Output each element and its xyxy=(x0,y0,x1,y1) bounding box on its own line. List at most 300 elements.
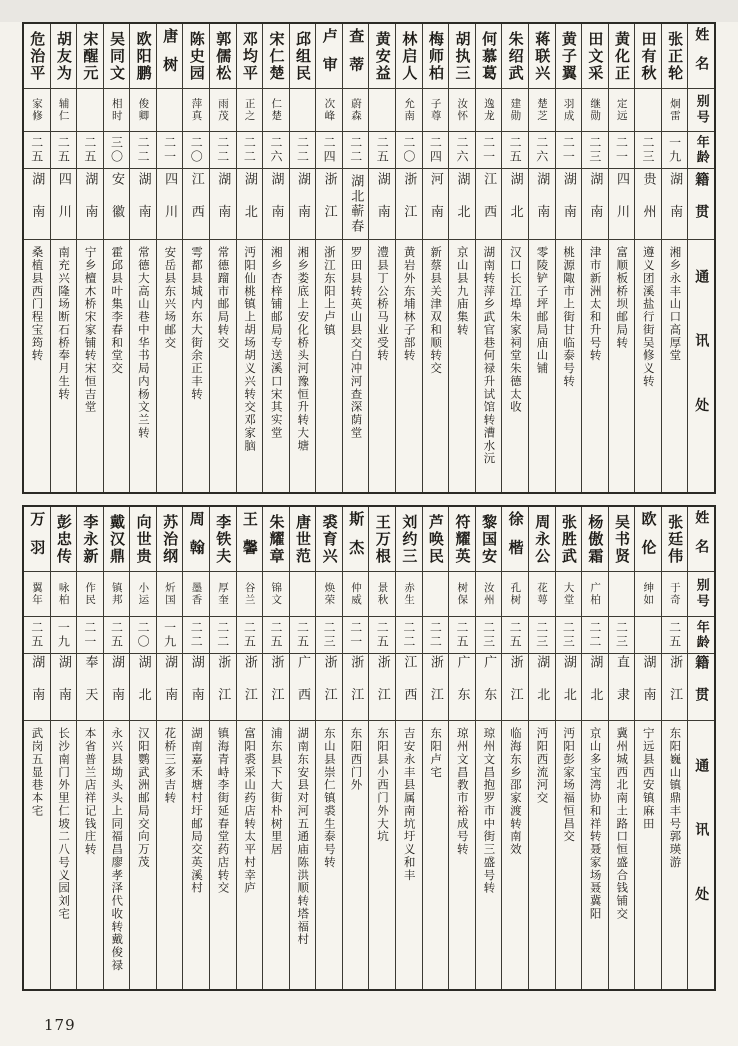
person-age: 二五 xyxy=(449,617,475,654)
person-age: 二二 xyxy=(237,132,263,169)
person-address: 津市新洲太和升号转 xyxy=(588,246,603,362)
person-column xyxy=(581,24,608,492)
person-native-place: 湖南 xyxy=(582,169,608,240)
person-column xyxy=(50,24,77,492)
person-address: 宁远县西安镇麻田 xyxy=(641,727,656,831)
person-alias: 孔树 xyxy=(502,572,528,617)
person-alias: 次峰 xyxy=(316,89,342,132)
person-address: 东山县崇仁镇裘生泰号转 xyxy=(322,727,337,869)
person-native-place: 湖南 xyxy=(369,169,395,240)
person-address: 霍邱县叶集李春和堂交 xyxy=(110,246,125,375)
person-address: 湘乡杏梓铺邮局专送溪口宋其实堂 xyxy=(269,246,284,440)
person-name: 欧伦 xyxy=(635,507,661,572)
person-native-place: 广西 xyxy=(290,654,316,721)
person-native-place: 浙江 xyxy=(237,654,263,721)
person-address: 沔阳仙桃镇上胡场胡义兴转交邓家脑 xyxy=(243,246,258,453)
person-column xyxy=(422,24,449,492)
person-native-place: 浙江 xyxy=(316,169,342,240)
person-address: 临海东乡邵家渡转南效 xyxy=(508,727,523,856)
person-native-place: 四川 xyxy=(157,169,183,240)
person-name: 彭忠传 xyxy=(51,507,77,572)
person-age: 二二 xyxy=(183,617,209,654)
person-age: 二六 xyxy=(263,132,289,169)
person-native-place: 湖北 xyxy=(556,654,582,721)
person-alias: 镇邦 xyxy=(104,572,130,617)
person-alias: 炘国 xyxy=(157,572,183,617)
person-age xyxy=(635,617,661,654)
person-address: 东阳卢宅 xyxy=(429,727,444,779)
person-alias xyxy=(290,89,316,132)
person-column xyxy=(581,507,608,989)
person-alias: 子尊 xyxy=(423,89,449,132)
person-age: 二二 xyxy=(210,617,236,654)
person-age: 二五 xyxy=(502,132,528,169)
person-address: 常德蹓市邮局转交 xyxy=(216,246,231,350)
person-native-place: 湖南 xyxy=(51,654,77,721)
header-native-place-label: 籍贯 xyxy=(693,171,710,237)
person-alias: 俊卿 xyxy=(130,89,156,132)
person-native-place: 四川 xyxy=(51,169,77,240)
person-address: 永兴县坳头头上同福昌廖孝泽代收转戴俊禄 xyxy=(110,727,125,972)
person-column xyxy=(24,507,50,989)
person-column xyxy=(315,24,342,492)
person-name: 查蒂 xyxy=(343,24,369,89)
header-alias-label: 别号 xyxy=(693,93,709,127)
header-native-place xyxy=(688,169,714,240)
person-native-place: 浙江 xyxy=(343,654,369,721)
person-column xyxy=(448,507,475,989)
person-column xyxy=(182,24,209,492)
person-column xyxy=(422,507,449,989)
person-alias: 定远 xyxy=(609,89,635,132)
person-name: 黄化正 xyxy=(609,24,635,89)
person-age: 二〇 xyxy=(130,617,156,654)
person-column xyxy=(555,24,582,492)
person-age: 二五 xyxy=(502,617,528,654)
person-native-place: 湖南 xyxy=(183,654,209,721)
person-alias: 建勋 xyxy=(502,89,528,132)
person-column xyxy=(289,24,316,492)
person-address: 东阳巍山镇鼎丰号郭瑛游 xyxy=(668,727,683,869)
person-name: 郭儒松 xyxy=(210,24,236,89)
person-alias: 汝州 xyxy=(476,572,502,617)
person-name: 李永新 xyxy=(77,507,103,572)
person-column xyxy=(209,24,236,492)
person-name: 胡友为 xyxy=(51,24,77,89)
header-column xyxy=(687,507,714,989)
person-native-place: 江西 xyxy=(396,654,422,721)
person-native-place: 广东 xyxy=(449,654,475,721)
person-native-place: 浙江 xyxy=(662,654,688,721)
header-age xyxy=(688,617,714,654)
person-column xyxy=(475,507,502,989)
person-native-place: 浙江 xyxy=(210,654,236,721)
person-address: 花桥三多吉转 xyxy=(163,727,178,805)
person-address: 新蔡县关津双和顺转交 xyxy=(429,246,444,375)
person-column xyxy=(129,507,156,989)
person-age: 二五 xyxy=(369,617,395,654)
person-name: 朱耀章 xyxy=(263,507,289,572)
person-native-place: 湖南 xyxy=(529,169,555,240)
person-column xyxy=(368,507,395,989)
header-alias-label: 别号 xyxy=(693,577,709,611)
person-native-place: 湖南 xyxy=(24,169,50,240)
person-name: 芦唤民 xyxy=(423,507,449,572)
person-name: 胡执三 xyxy=(449,24,475,89)
person-native-place: 湖北 xyxy=(130,654,156,721)
person-alias: 继勋 xyxy=(582,89,608,132)
person-address: 富阳裘采山药店转太平村幸庐 xyxy=(243,727,258,895)
header-alias xyxy=(688,89,714,132)
person-alias: 咏柏 xyxy=(51,572,77,617)
person-alias: 树保 xyxy=(449,572,475,617)
person-column xyxy=(661,24,688,492)
header-alias xyxy=(688,572,714,617)
person-alias: 谷兰 xyxy=(237,572,263,617)
person-column xyxy=(501,24,528,492)
person-age: 二五 xyxy=(51,132,77,169)
person-native-place: 奉天 xyxy=(77,654,103,721)
person-age: 二一 xyxy=(476,132,502,169)
person-column xyxy=(156,24,183,492)
person-address: 沔阳西流河交 xyxy=(535,727,550,805)
person-column xyxy=(501,507,528,989)
person-column xyxy=(315,507,342,989)
person-age: 二五 xyxy=(237,617,263,654)
person-column xyxy=(608,507,635,989)
person-name: 危治平 xyxy=(24,24,50,89)
person-name: 黎国安 xyxy=(476,507,502,572)
person-name: 黄子翼 xyxy=(556,24,582,89)
person-age: 二二 xyxy=(210,132,236,169)
person-age: 二六 xyxy=(529,132,555,169)
person-name: 欧阳鹏 xyxy=(130,24,156,89)
person-address: 湘乡永丰山口高厚堂 xyxy=(668,246,683,362)
person-name: 何慕葛 xyxy=(476,24,502,89)
person-age: 二二 xyxy=(343,132,369,169)
person-native-place: 湖北 xyxy=(237,169,263,240)
person-alias: 翼年 xyxy=(24,572,50,617)
person-address: 武岗五显巷本宅 xyxy=(30,727,45,818)
person-column xyxy=(129,24,156,492)
person-age: 二〇 xyxy=(183,132,209,169)
person-name: 邓均平 xyxy=(237,24,263,89)
person-column xyxy=(528,507,555,989)
person-name: 宋仁楚 xyxy=(263,24,289,89)
person-column xyxy=(262,24,289,492)
person-age: 二五 xyxy=(369,132,395,169)
person-native-place: 湖南 xyxy=(263,169,289,240)
person-name: 林启人 xyxy=(396,24,422,89)
person-native-place: 湖南 xyxy=(77,169,103,240)
person-age: 二五 xyxy=(290,617,316,654)
person-column xyxy=(76,507,103,989)
person-address: 湘乡娄底上安化桥头河豫恒升转大塘 xyxy=(296,246,311,453)
header-name xyxy=(688,24,714,89)
person-alias: 允南 xyxy=(396,89,422,132)
person-column xyxy=(209,507,236,989)
person-address: 东阳西门外 xyxy=(349,727,364,792)
person-name: 周永公 xyxy=(529,507,555,572)
header-name xyxy=(688,507,714,572)
person-column xyxy=(103,507,130,989)
person-column xyxy=(395,507,422,989)
header-address-label: 通讯处 xyxy=(693,758,710,952)
person-native-place: 湖南 xyxy=(635,654,661,721)
person-native-place: 直隶 xyxy=(609,654,635,721)
person-alias: 炯雷 xyxy=(662,89,688,132)
person-age: 一九 xyxy=(662,132,688,169)
person-native-place: 湖南 xyxy=(556,169,582,240)
person-address: 冀州城西北南土路口恒盛合钱铺交 xyxy=(615,727,630,921)
person-native-place: 湖北蕲春 xyxy=(343,169,369,240)
person-native-place: 浙江 xyxy=(423,654,449,721)
person-alias: 大堂 xyxy=(556,572,582,617)
header-native-place xyxy=(688,654,714,721)
person-column xyxy=(395,24,422,492)
person-age: 二六 xyxy=(449,132,475,169)
person-alias: 相时 xyxy=(104,89,130,132)
person-alias xyxy=(369,89,395,132)
person-name: 朱绍武 xyxy=(502,24,528,89)
person-native-place: 浙江 xyxy=(502,654,528,721)
person-native-place: 湖南 xyxy=(662,169,688,240)
person-native-place: 湖北 xyxy=(582,654,608,721)
person-age: 二一 xyxy=(343,617,369,654)
person-age: 三〇 xyxy=(104,132,130,169)
person-address: 湖南东安县对河五通庙陈洪顺转塔福村 xyxy=(296,727,311,946)
person-address: 琼州文昌教市裕成号转 xyxy=(455,727,470,856)
person-alias: 蔚森 xyxy=(343,89,369,132)
person-name: 万羽 xyxy=(24,507,50,572)
person-age: 二三 xyxy=(316,617,342,654)
person-age: 二二 xyxy=(290,132,316,169)
person-name: 苏治纲 xyxy=(157,507,183,572)
person-address: 吉安永丰县属南坑圩义和丰 xyxy=(402,727,417,882)
person-name: 张胜武 xyxy=(556,507,582,572)
person-alias: 花萼 xyxy=(529,572,555,617)
person-alias: 仲威 xyxy=(343,572,369,617)
person-alias xyxy=(635,89,661,132)
person-native-place: 江西 xyxy=(183,169,209,240)
person-age: 二〇 xyxy=(396,132,422,169)
person-column xyxy=(368,24,395,492)
person-name: 裘育兴 xyxy=(316,507,342,572)
person-alias: 小运 xyxy=(130,572,156,617)
person-name: 符耀英 xyxy=(449,507,475,572)
header-address xyxy=(688,721,714,989)
person-native-place: 浙江 xyxy=(369,654,395,721)
person-native-place: 河南 xyxy=(423,169,449,240)
person-column xyxy=(50,507,77,989)
person-name: 吴书贤 xyxy=(609,507,635,572)
person-age: 二四 xyxy=(316,132,342,169)
person-address: 浙江东阳上卢镇 xyxy=(322,246,337,337)
person-alias: 赤生 xyxy=(396,572,422,617)
person-name: 田文采 xyxy=(582,24,608,89)
person-alias: 雨茂 xyxy=(210,89,236,132)
person-column xyxy=(156,507,183,989)
header-age-label: 年龄 xyxy=(693,620,709,650)
person-age: 二二 xyxy=(582,617,608,654)
person-address: 本省普兰店祥记钱庄转 xyxy=(83,727,98,856)
person-column xyxy=(342,24,369,492)
person-column xyxy=(262,507,289,989)
person-age: 二四 xyxy=(423,132,449,169)
person-age: 二五 xyxy=(24,132,50,169)
person-name: 刘约三 xyxy=(396,507,422,572)
person-address: 湖南转萍乡武官巷何禄升试馆转漕水沅 xyxy=(482,246,497,465)
person-age: 二一 xyxy=(609,132,635,169)
person-address: 沔阳彭家场福恒昌交 xyxy=(562,727,577,843)
person-address: 京山多宝湾协和祥转聂家场聂冀阳 xyxy=(588,727,603,921)
person-column xyxy=(475,24,502,492)
person-alias: 于奇 xyxy=(662,572,688,617)
person-column xyxy=(76,24,103,492)
person-address: 黄岩外东埔林子部转 xyxy=(402,246,417,362)
person-address: 浦东县下大街朴树里居 xyxy=(269,727,284,856)
person-column xyxy=(236,507,263,989)
person-name: 梅师柏 xyxy=(423,24,449,89)
person-alias: 逸龙 xyxy=(476,89,502,132)
person-age: 二三 xyxy=(635,132,661,169)
person-alias: 厚奎 xyxy=(210,572,236,617)
person-native-place: 浙江 xyxy=(396,169,422,240)
person-address: 琼州文昌抱罗市中街三盛号转 xyxy=(482,727,497,895)
person-alias: 作民 xyxy=(77,572,103,617)
person-column xyxy=(24,24,50,492)
header-address xyxy=(688,240,714,492)
person-address: 京山县九庙集转 xyxy=(455,246,470,337)
person-alias: 墨香 xyxy=(183,572,209,617)
person-name: 吴同文 xyxy=(104,24,130,89)
person-column xyxy=(103,24,130,492)
header-native-place-label: 籍贯 xyxy=(693,654,710,720)
person-name: 唐树 xyxy=(157,24,183,89)
person-alias: 辅仁 xyxy=(51,89,77,132)
person-column xyxy=(236,24,263,492)
person-age: 二五 xyxy=(104,617,130,654)
person-age: 二五 xyxy=(263,617,289,654)
person-alias: 萍真 xyxy=(183,89,209,132)
person-address: 遵义团溪盐行街吴修义转 xyxy=(641,246,656,388)
person-address: 汉口长江埠朱家祠堂朱德太收 xyxy=(508,246,523,414)
person-native-place: 湖北 xyxy=(449,169,475,240)
person-name: 王馨 xyxy=(237,507,263,572)
person-address: 镇海青峙李街延春堂药店转交 xyxy=(216,727,231,895)
header-address-label: 通讯处 xyxy=(693,269,710,463)
person-name: 邱组民 xyxy=(290,24,316,89)
person-age: 二一 xyxy=(157,132,183,169)
person-column xyxy=(182,507,209,989)
person-alias xyxy=(290,572,316,617)
person-alias: 焕荣 xyxy=(316,572,342,617)
page-number: 179 xyxy=(44,1016,76,1034)
person-age: 二二 xyxy=(396,617,422,654)
header-age xyxy=(688,132,714,169)
person-column xyxy=(342,507,369,989)
person-alias xyxy=(423,572,449,617)
person-native-place: 湖南 xyxy=(24,654,50,721)
person-address: 桑植县西门程宝筠转 xyxy=(30,246,45,362)
person-alias: 家修 xyxy=(24,89,50,132)
person-age: 二三 xyxy=(556,617,582,654)
top-table xyxy=(22,22,716,494)
person-age: 二三 xyxy=(476,617,502,654)
person-native-place: 江西 xyxy=(476,169,502,240)
person-address: 常德大高山巷中华书局内杨文兰转 xyxy=(136,246,151,440)
person-name: 蒋联兴 xyxy=(529,24,555,89)
person-native-place: 贵州 xyxy=(635,169,661,240)
person-native-place: 浙江 xyxy=(263,654,289,721)
person-address: 湖南嘉禾塘村圩邮局交英溪村 xyxy=(189,727,204,895)
person-name: 王万根 xyxy=(369,507,395,572)
person-column xyxy=(608,24,635,492)
person-native-place: 安徽 xyxy=(104,169,130,240)
person-address: 汉阳鹦武洲邮局交向万茂 xyxy=(136,727,151,869)
person-age: 二一 xyxy=(77,617,103,654)
person-alias: 汝怀 xyxy=(449,89,475,132)
person-address: 零陵铲子坪邮局庙山铺 xyxy=(535,246,550,375)
person-name: 唐世范 xyxy=(290,507,316,572)
header-name-label: 姓名 xyxy=(693,26,710,86)
person-address: 东阳县小西门外大坑 xyxy=(376,727,391,843)
person-native-place: 湖南 xyxy=(104,654,130,721)
person-alias: 羽成 xyxy=(556,89,582,132)
person-name: 陈史园 xyxy=(183,24,209,89)
person-alias: 正之 xyxy=(237,89,263,132)
header-name-label: 姓名 xyxy=(693,509,710,569)
person-column xyxy=(555,507,582,989)
person-age: 二五 xyxy=(662,617,688,654)
person-age: 二一 xyxy=(556,132,582,169)
person-native-place: 浙江 xyxy=(316,654,342,721)
person-native-place: 湖南 xyxy=(290,169,316,240)
person-column xyxy=(661,507,688,989)
person-age: 二三 xyxy=(582,132,608,169)
person-name: 戴汉鼎 xyxy=(104,507,130,572)
person-native-place: 四川 xyxy=(609,169,635,240)
person-alias xyxy=(609,572,635,617)
person-age: 二五 xyxy=(24,617,50,654)
person-address: 桃源陬市上街甘临泰号转 xyxy=(562,246,577,388)
person-alias: 楚芝 xyxy=(529,89,555,132)
person-name: 李铁夫 xyxy=(210,507,236,572)
person-address: 南充兴隆场断石桥奉月生转 xyxy=(57,246,72,401)
person-address: 罗田县转英山县交白冲河查深荫堂 xyxy=(349,246,364,440)
person-age: 一九 xyxy=(51,617,77,654)
person-native-place: 广东 xyxy=(476,654,502,721)
person-alias: 广柏 xyxy=(582,572,608,617)
person-alias: 仁楚 xyxy=(263,89,289,132)
person-name: 田有秋 xyxy=(635,24,661,89)
person-column xyxy=(289,507,316,989)
person-address: 长沙南门外里仁坡二八号义园刘宅 xyxy=(57,727,72,921)
person-age: 二二 xyxy=(130,132,156,169)
person-alias xyxy=(157,89,183,132)
person-address: 安岳县东兴场邮交 xyxy=(163,246,178,350)
person-name: 黄安益 xyxy=(369,24,395,89)
person-native-place: 湖南 xyxy=(130,169,156,240)
person-column xyxy=(634,507,661,989)
person-address: 富顺板桥坝邮局转 xyxy=(615,246,630,350)
person-age: 二三 xyxy=(529,617,555,654)
person-name: 向世贵 xyxy=(130,507,156,572)
person-name: 宋醒元 xyxy=(77,24,103,89)
person-native-place: 湖南 xyxy=(210,169,236,240)
person-column xyxy=(634,24,661,492)
person-address: 澧县丁公桥马业受转 xyxy=(376,246,391,362)
